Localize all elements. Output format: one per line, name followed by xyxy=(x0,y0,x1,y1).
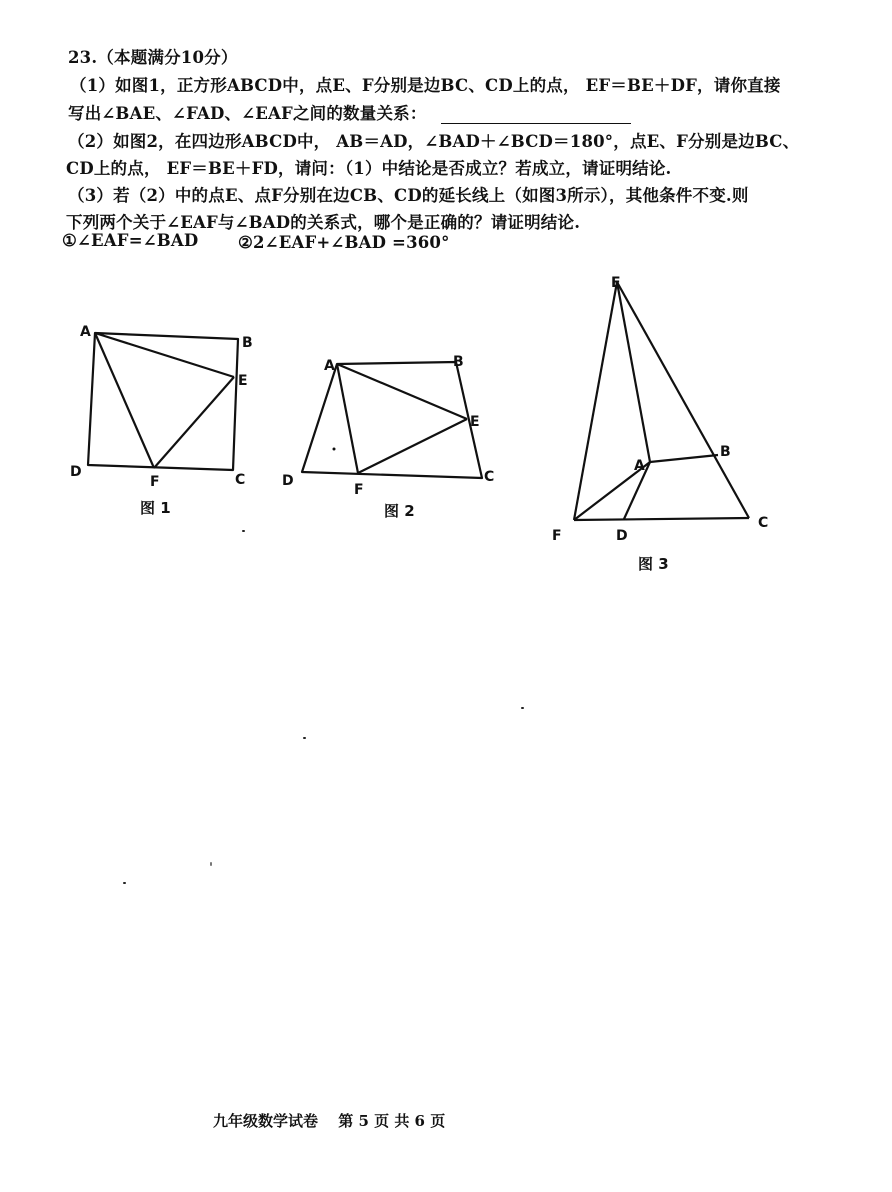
fig1-label-e: E xyxy=(238,373,248,389)
fig1-label-b: B xyxy=(242,335,253,351)
part2-line1: （2）如图2，在四边形ABCD中， AB＝AD，∠BAD＋∠BCD＝180°，点E、F分别是边BC、 xyxy=(68,132,800,151)
fig3-label-f: F xyxy=(552,528,562,544)
scan-speck xyxy=(521,707,524,709)
fig1-label-f: F xyxy=(150,474,160,488)
part3-line1: （3）若（2）中的点E、点F分别在边CB、CD的延长线上（如图3所示），其他条件不变.则 xyxy=(68,186,749,205)
fig1-segment-af xyxy=(95,333,154,468)
option-2: ②2∠EAF+∠BAD =360° xyxy=(238,233,450,252)
scan-speck xyxy=(242,530,245,532)
fig1-label-a: A xyxy=(80,324,91,340)
fig1-label-c: C xyxy=(235,472,246,488)
fig3-label-a: A xyxy=(634,458,645,474)
fig2-label-e: E xyxy=(470,414,480,430)
fig1-label-d: D xyxy=(70,464,82,480)
fig2-speck xyxy=(333,448,336,451)
fig3-label-c: C xyxy=(758,515,769,531)
fig3-label-d: D xyxy=(616,528,628,544)
part2-line2: CD上的点， EF＝BE＋FD，请问：（1）中结论是否成立？若成立，请证明结论. xyxy=(66,159,672,178)
figure-3-diagram xyxy=(545,268,775,548)
fig3-segment-ef xyxy=(574,282,617,520)
figure-1-caption: 图 1 xyxy=(140,499,171,517)
scan-speck xyxy=(303,737,306,739)
figure-2-caption: 图 2 xyxy=(384,502,415,520)
scan-speck xyxy=(123,882,126,884)
fig2-label-a: A xyxy=(324,358,335,374)
scan-speck xyxy=(210,862,212,866)
fig2-segment-ae xyxy=(337,364,467,419)
part1-line2 xyxy=(68,100,631,124)
part1-line1: （1）如图1，正方形ABCD中，点E、F分别是边BC、CD上的点， EF＝BE＋DF，请你直接 xyxy=(70,76,781,95)
fig2-label-f: F xyxy=(354,482,364,498)
fig2-label-c: C xyxy=(484,469,495,485)
question-header: 23.（本题满分10分） xyxy=(68,48,238,67)
fig1-segment-ae xyxy=(95,333,234,377)
fig2-label-d: D xyxy=(282,473,294,489)
option-1: ①∠EAF=∠BAD xyxy=(62,231,199,250)
figure-2-diagram xyxy=(276,350,501,500)
fig2-segment-af xyxy=(337,364,358,473)
fig3-segment-ec xyxy=(617,282,749,518)
fig2-label-b: B xyxy=(453,354,464,370)
figure-3-caption: 图 3 xyxy=(638,555,669,573)
fig2-segment-ef xyxy=(358,419,467,473)
fig3-segment-fc xyxy=(574,518,749,520)
page-footer: 九年级数学试卷 第 5 页 共 6 页 xyxy=(213,1112,446,1130)
fig2-quadrilateral-abcd xyxy=(302,362,482,478)
fig1-segment-ef xyxy=(154,377,234,468)
fig3-segment-ab xyxy=(650,455,718,462)
answer-blank xyxy=(441,107,631,124)
fig3-label-e: E xyxy=(611,275,621,291)
fig3-label-b: B xyxy=(720,444,731,460)
fig3-segment-ea xyxy=(617,282,650,462)
figure-1-diagram xyxy=(60,318,260,488)
part3-line2: 下列两个关于∠EAF与∠BAD的关系式，哪个是正确的？请证明结论. xyxy=(66,213,581,232)
part1-line2-text: 写出∠BAE、∠FAD、∠EAF之间的数量关系： xyxy=(68,104,427,123)
